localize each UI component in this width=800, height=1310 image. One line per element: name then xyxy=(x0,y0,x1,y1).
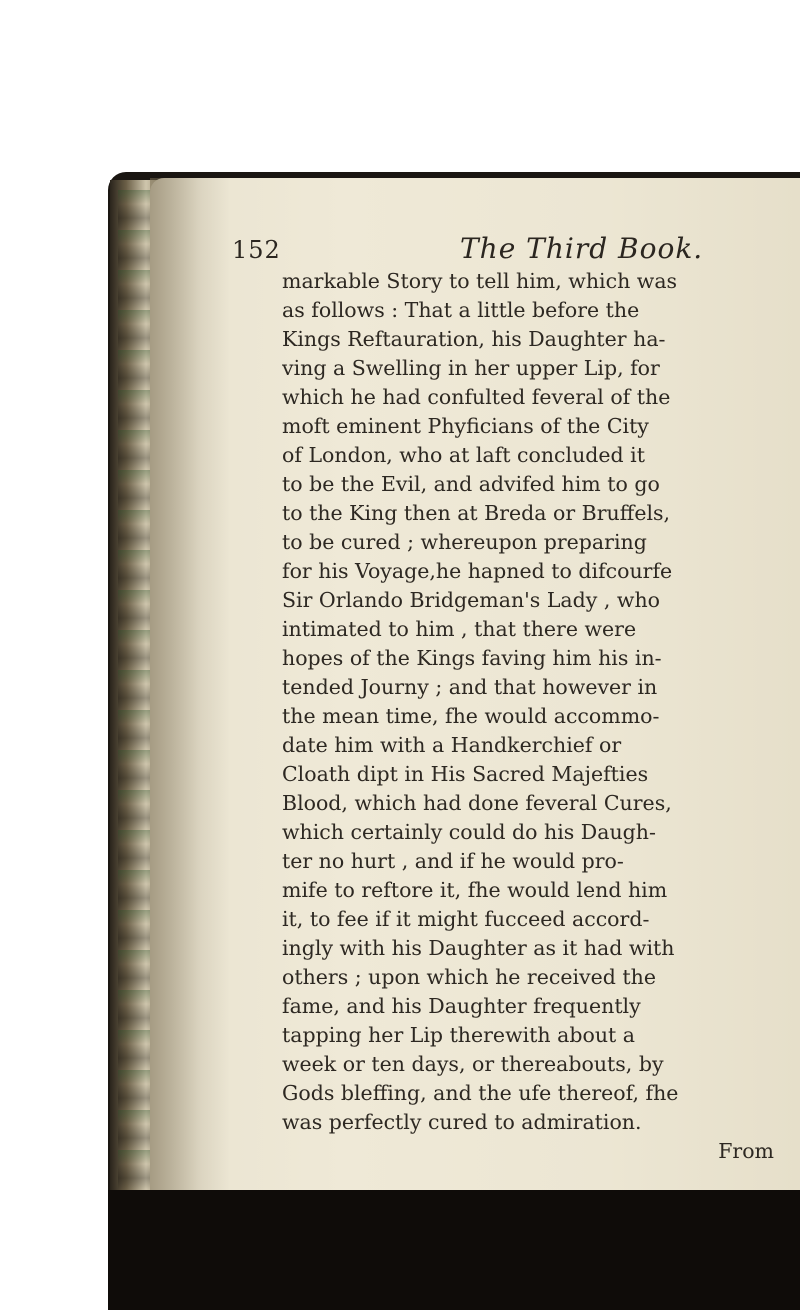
running-head: The Third Book. xyxy=(460,232,704,265)
page-curl-shadow xyxy=(150,178,230,1190)
page-number: 152 xyxy=(232,236,281,264)
catchword: From xyxy=(718,1139,774,1163)
text-line: date him with a Handkerchief or xyxy=(282,733,622,757)
text-line: Gods bleffing, and the ufe thereof, fhe xyxy=(282,1081,679,1105)
text-line: markable Story to tell him, which was xyxy=(282,269,678,293)
text-line: mife to reftore it, fhe would lend him xyxy=(282,878,668,902)
text-line: it, to fee if it might fucceed accord- xyxy=(282,907,650,931)
text-line: to the King then at Breda or Bruffels, xyxy=(282,501,671,525)
text-line: Blood, which had done feveral Cures, xyxy=(282,791,672,815)
text-line: ving a Swelling in her upper Lip, for xyxy=(282,356,660,380)
text-line: Kings Reftauration, his Daughter ha- xyxy=(282,327,666,351)
text-line: to be cured ; whereupon preparing xyxy=(282,530,647,554)
text-line: for his Voyage,he hapned to difcourfe xyxy=(282,559,673,583)
text-line: fame, and his Daughter frequently xyxy=(282,994,641,1018)
text-line: intimated to him , that there were xyxy=(282,617,637,641)
text-line: moft eminent Phyficians of the City xyxy=(282,414,649,438)
text-line: Sir Orlando Bridgeman's Lady , who xyxy=(282,588,660,612)
text-line: others ; upon which he received the xyxy=(282,965,656,989)
text-line: was perfectly cured to admiration. xyxy=(282,1110,642,1134)
text-line: which he had confulted feveral of the xyxy=(282,385,671,409)
text-line: tapping her Lip therewith about a xyxy=(282,1023,635,1047)
text-line: of London, who at laft concluded it xyxy=(282,443,645,467)
text-line: week or ten days, or thereabouts, by xyxy=(282,1052,664,1076)
text-line: as follows : That a little before the xyxy=(282,298,640,322)
text-line: which certainly could do his Daugh- xyxy=(282,820,656,844)
text-line: Cloath dipt in His Sacred Majefties xyxy=(282,762,649,786)
text-line: to be the Evil, and advifed him to go xyxy=(282,472,660,496)
text-line: ingly with his Daughter as it had with xyxy=(282,936,675,960)
text-line: the mean time, fhe would accommo- xyxy=(282,704,660,728)
text-line: ter no hurt , and if he would pro- xyxy=(282,849,624,873)
book-bottom-edge xyxy=(108,1190,800,1310)
text-line: hopes of the Kings faving him his in- xyxy=(282,646,662,670)
text-line: tended Journy ; and that however in xyxy=(282,675,658,699)
